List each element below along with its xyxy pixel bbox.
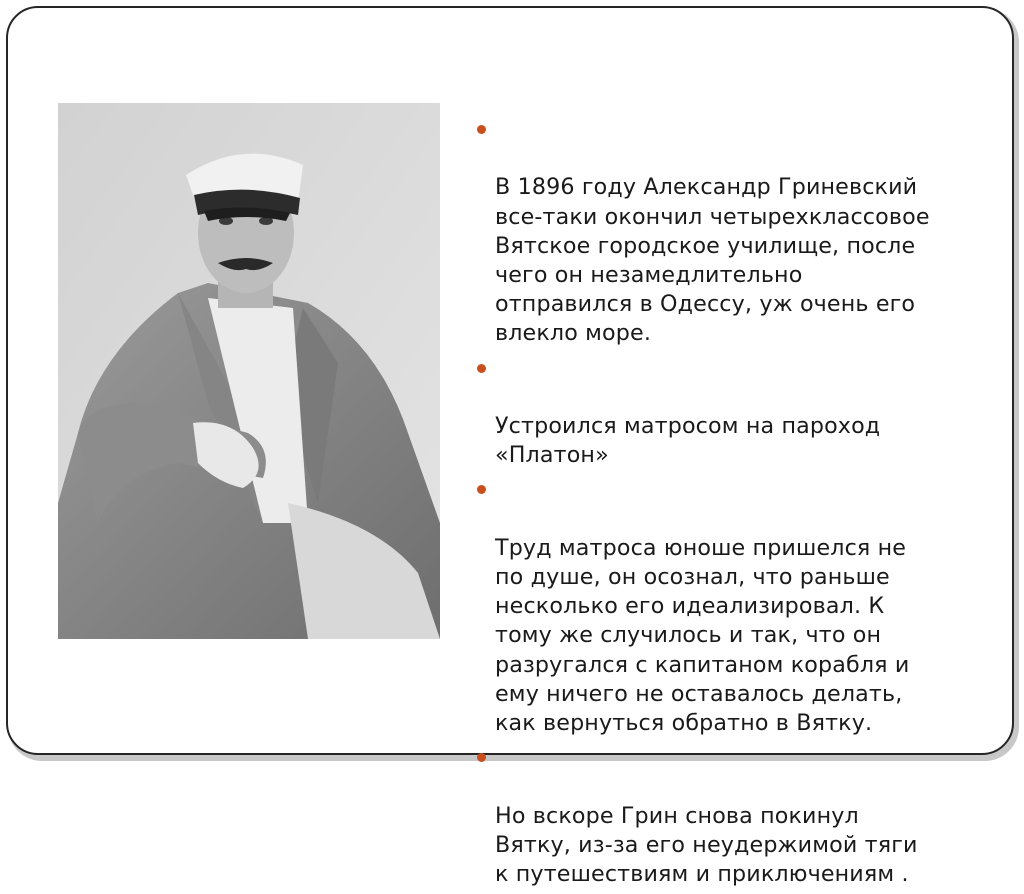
bullet-dot-icon — [477, 753, 486, 762]
bullet-text: В 1896 году Александр Гриневский все-таки окончил четырехклассовое Вятское городское училище, после чего он незамедлительно отправился в Одессу, уж очень его влекло море. — [495, 174, 930, 347]
bullet-item — [470, 743, 990, 889]
portrait-photo — [58, 103, 440, 639]
bullet-item — [470, 115, 990, 349]
portrait-photo-icon — [58, 103, 440, 639]
bullet-dot-icon — [477, 364, 486, 373]
bullet-text: Но вскоре Грин снова покинул Вятку, из-за его неудержимой тяги к путешествиям и приключениям . — [495, 802, 918, 888]
bullet-text: Труд матроса юноше пришелся не по душе, он осознал, что раньше несколько его идеализировал. К тому же случилось и так, что он разругался с капитаном корабля и ему ничего не оставалось делать, как вернуться обратно в Вятку. — [495, 534, 910, 737]
bullet-list — [470, 115, 990, 889]
bullet-text: Устроился матросом на пароход «Платон» — [495, 413, 881, 469]
bullet-dot-icon — [477, 125, 486, 134]
bullet-item — [470, 475, 990, 738]
bullet-dot-icon — [477, 485, 486, 494]
slide-content — [470, 115, 990, 894]
bullet-item — [470, 354, 990, 471]
